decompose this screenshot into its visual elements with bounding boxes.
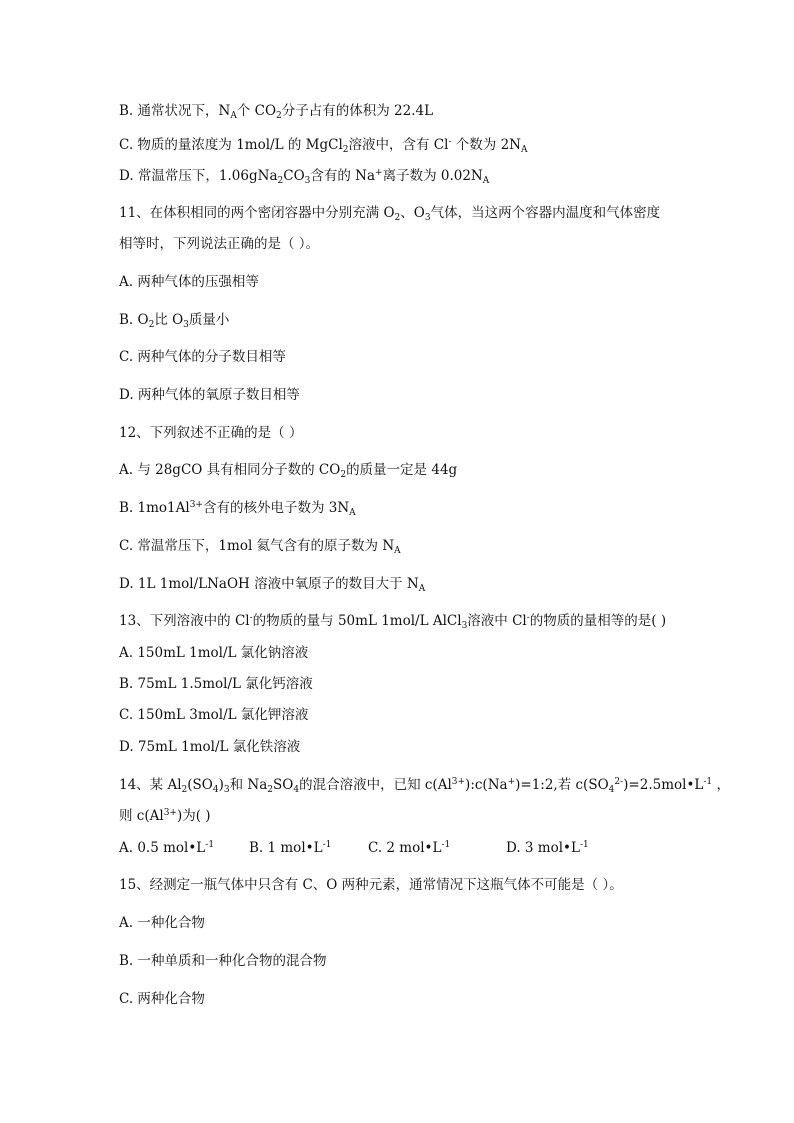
q12-option-d: D. 1L 1mol/LNaOH 溶液中氧原子的数目大于 $N_A$ — [119, 576, 426, 594]
q13-stem: 13、下列溶液中的 Cl-的物质的量与 50mL 1mol/L AlCl$_3$溶液中 Cl-的物质的量相等的是( ) — [119, 613, 667, 631]
q11-option-a: A. 两种气体的压强相等 — [119, 274, 259, 290]
q14-stem-line1: 14、某 $Al_2(SO_4)_3$和 $Na_2SO_4$的混合溶液中，已知 $c(Al^{3+}):c(Na^+)=1:2$,若 $c(SO_4^{2-})=2.5mol•L^{-1}$ ， — [119, 777, 730, 795]
q12-option-b: B. $1mo1Al^{3+}$含有的核外电子数为 $3N_A$ — [119, 500, 356, 518]
q14-option-c: C. 2 $mol•L^{-1}$ — [368, 840, 451, 856]
q15-option-b: B. 一种单质和一种化合物的混合物 — [119, 953, 327, 969]
q14-stem-line2: 则 $c(Al^{3+})$为( ) — [119, 808, 211, 824]
q12-option-c: C. 常温常压下，1mol 氦气含有的原子数为 $N_A$ — [119, 538, 401, 556]
q12-option-a: A. 与 28gCO 具有相同分子数的 $CO_2$的质量一定是 44g — [119, 462, 458, 480]
q15-stem: 15、经测定一瓶气体中只含有 C、O 两种元素，通常情况下这瓶气体不可能是（ ）。 — [119, 877, 623, 893]
q14-option-b: B. 1 $mol•L^{-1}$ — [249, 840, 332, 856]
q10-option-b: B. 通常状况下，$N_A$个 $CO_2$分子占有的体积为 22.4L — [119, 103, 434, 121]
q13-option-a: A. 150mL 1mol/L 氯化钠溶液 — [119, 645, 309, 661]
q11-option-c: C. 两种气体的分子数目相等 — [119, 349, 286, 365]
q11-option-d: D. 两种气体的氧原子数目相等 — [119, 387, 300, 403]
q13-option-d: D. 75mL 1mol/L 氯化铁溶液 — [119, 739, 301, 755]
q11-option-b: B. $O_2$比 $O_3$质量小 — [119, 312, 230, 330]
q12-stem: 12、下列叙述不正确的是（ ） — [119, 425, 303, 441]
q13-option-b: B. 75mL 1.5mol/L 氯化钙溶液 — [119, 676, 313, 692]
q14-option-a: A. 0.5 $mol•L^{-1}$ — [119, 840, 215, 856]
q11-stem-line2: 相等时，下列说法正确的是（ ）。 — [119, 236, 320, 252]
q10-option-d: D. 常温常压下，$1.06gNa_2CO_3$含有的 Na+离子数为 $0.02N_A$ — [119, 168, 490, 186]
q15-option-a: A. 一种化合物 — [119, 915, 205, 931]
q15-option-c: C. 两种化合物 — [119, 991, 205, 1007]
q14-option-d: D. 3 $mol•L^{-1}$ — [506, 840, 589, 856]
q11-stem-line1: 11、在体积相同的两个密闭容器中分别充满 $O_2$、$O_3$气体，当这两个容器内温度和气体密度 — [119, 205, 661, 223]
q14-options-row — [119, 838, 754, 858]
q10-option-c: C. 物质的量浓度为 1mol/L 的 MgCl$_2$溶液中，含有 Cl- 个数为 $2N_A$ — [119, 137, 528, 155]
q13-option-c: C. 150mL 3mol/L 氯化钾溶液 — [119, 707, 309, 723]
